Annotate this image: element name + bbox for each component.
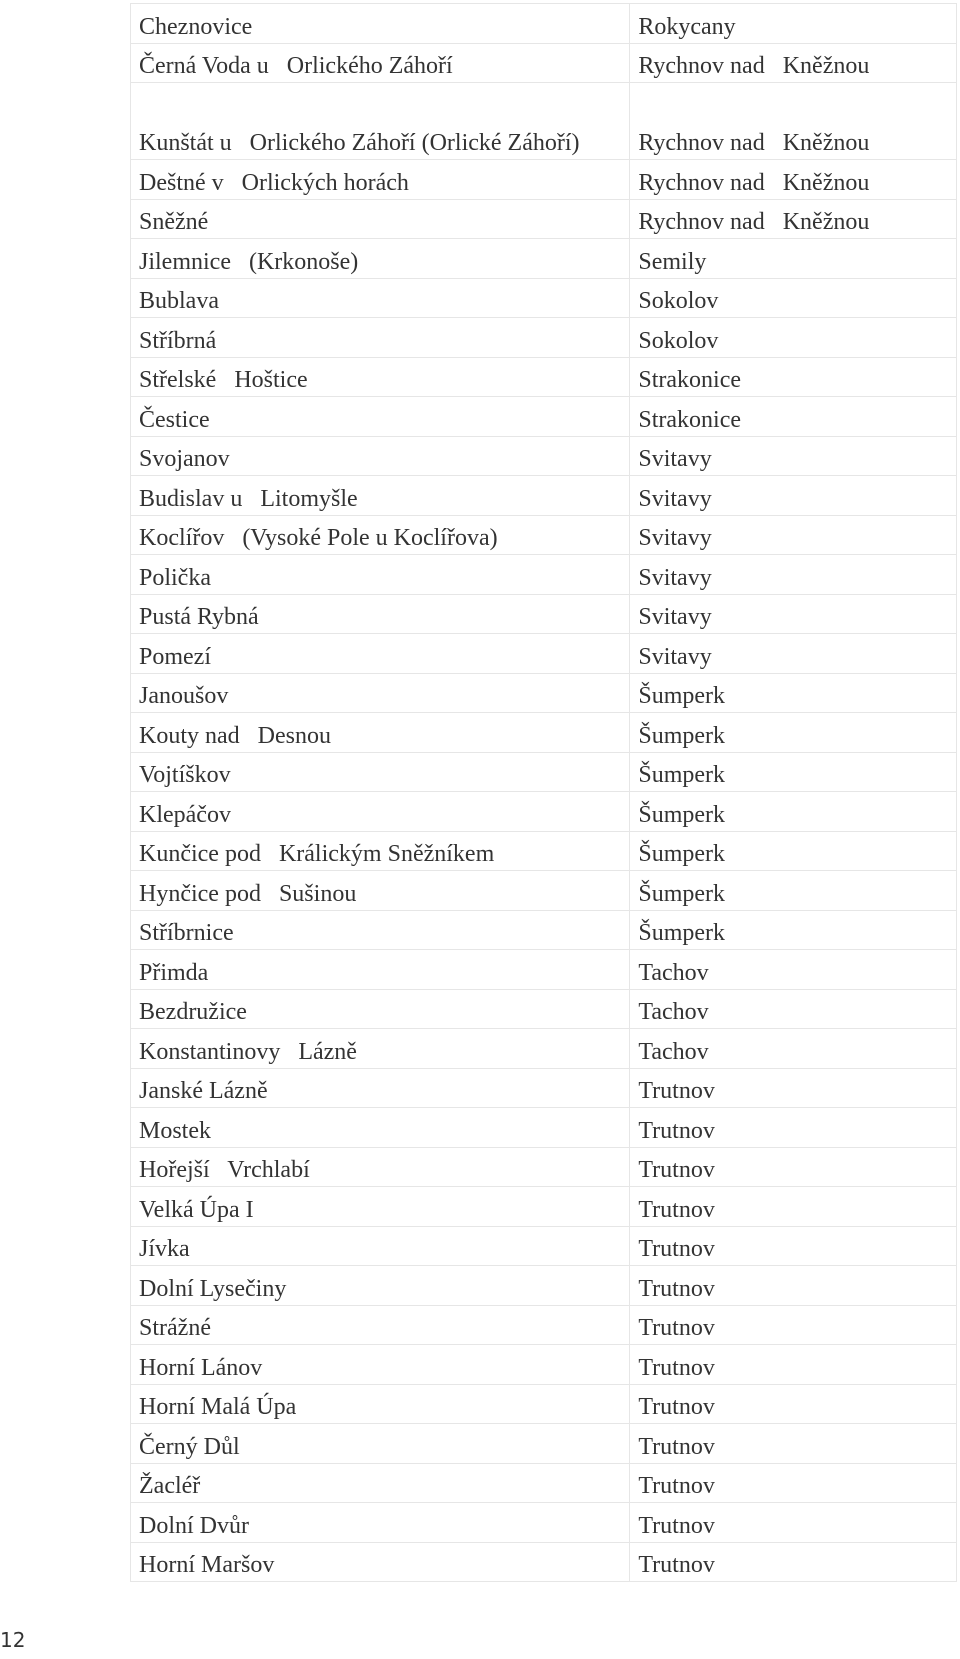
municipality-cell	[131, 515, 630, 555]
municipality-name: Mostek	[139, 1117, 211, 1144]
district-name: Šumperk	[638, 920, 726, 946]
district-cell	[630, 1226, 957, 1266]
district-name: Sokolov	[638, 288, 719, 314]
page-number: 12	[0, 1628, 26, 1652]
district-cell	[630, 1108, 957, 1148]
district-name: Svitavy	[638, 564, 712, 591]
municipality-cell	[131, 278, 630, 318]
municipality-cell	[131, 871, 630, 911]
district-name: Rokycany	[638, 13, 736, 40]
municipality-cell	[131, 831, 630, 871]
district-cell	[630, 1424, 957, 1464]
places-table-body	[131, 4, 957, 1582]
table-row	[131, 871, 957, 911]
district-cell	[630, 1147, 957, 1187]
municipality-cell	[131, 673, 630, 713]
district-cell	[630, 1542, 957, 1582]
table-row	[131, 1226, 957, 1266]
district-name: Trutnov	[638, 1512, 715, 1539]
district-cell	[630, 989, 957, 1029]
district-name: Tachov	[638, 959, 709, 986]
district-cell	[630, 43, 957, 83]
district-name: Strakonice	[638, 406, 741, 433]
district-name: Šumperk	[638, 762, 726, 788]
municipality-name: Dolní Dvůr	[139, 1512, 249, 1539]
district-cell	[630, 476, 957, 516]
district-name: Semily	[638, 248, 707, 275]
municipality-cell	[131, 199, 630, 239]
municipality-cell	[131, 43, 630, 83]
district-name: Šumperk	[638, 841, 726, 867]
district-cell	[630, 160, 957, 200]
municipality-name: Dolní Lysečiny	[139, 1275, 287, 1302]
municipality-name: Koclířov (Vysoké Pole u Koclířova)	[139, 525, 498, 551]
municipality-cell	[131, 239, 630, 279]
district-cell	[630, 792, 957, 832]
table-row	[131, 1384, 957, 1424]
district-name: Trutnov	[638, 1552, 715, 1578]
district-cell	[630, 950, 957, 990]
district-name: Šumperk	[638, 880, 726, 907]
municipality-name: Kunčice pod Králickým Sněžníkem	[139, 841, 495, 867]
municipality-cell	[131, 1226, 630, 1266]
district-cell	[630, 1029, 957, 1069]
district-cell	[630, 831, 957, 871]
municipality-cell	[131, 910, 630, 950]
district-cell	[630, 1305, 957, 1345]
municipality-name: Horní Malá Úpa	[139, 1394, 297, 1420]
table-row	[131, 357, 957, 397]
district-name: Rychnov nad Kněžnou	[638, 209, 870, 235]
table-row	[131, 476, 957, 516]
district-name: Trutnov	[638, 1354, 715, 1381]
district-cell	[630, 910, 957, 950]
municipality-name: Pustá Rybná	[139, 604, 259, 630]
table-row	[131, 278, 957, 318]
table-row	[131, 594, 957, 634]
table-row	[131, 831, 957, 871]
municipality-cell	[131, 713, 630, 753]
municipality-cell	[131, 989, 630, 1029]
table-row	[131, 1187, 957, 1227]
table-row	[131, 950, 957, 990]
municipality-name: Horní Lánov	[139, 1354, 263, 1381]
district-name: Svitavy	[638, 485, 712, 512]
table-row	[131, 4, 957, 44]
table-row	[131, 634, 957, 674]
district-name: Svitavy	[638, 643, 712, 670]
district-name: Trutnov	[638, 1157, 715, 1183]
municipality-name: Hynčice pod Sušinou	[139, 880, 357, 907]
municipality-name: Černá Voda u Orlického Záhoří	[139, 53, 453, 79]
district-cell	[630, 871, 957, 911]
table-row	[131, 555, 957, 595]
district-cell	[630, 199, 957, 239]
table-row	[131, 318, 957, 358]
municipality-name: Sněžné	[139, 209, 209, 235]
district-name: Šumperk	[638, 801, 726, 828]
table-row	[131, 910, 957, 950]
municipality-name: Cheznovice	[139, 13, 253, 40]
municipality-name: Vojtíškov	[139, 762, 231, 788]
district-cell	[630, 713, 957, 753]
district-name: Svitavy	[638, 604, 712, 630]
table-row	[131, 1266, 957, 1306]
municipality-name: Bezdružice	[139, 999, 247, 1025]
district-name: Trutnov	[638, 1117, 715, 1144]
district-cell	[630, 752, 957, 792]
table-row	[131, 199, 957, 239]
district-cell	[630, 4, 957, 44]
municipality-cell	[131, 792, 630, 832]
table-row	[131, 1108, 957, 1148]
district-name: Tachov	[638, 1038, 709, 1065]
district-name: Šumperk	[638, 683, 726, 709]
municipality-cell	[131, 318, 630, 358]
table-row	[131, 713, 957, 753]
table-row	[131, 43, 957, 83]
municipality-cell	[131, 1542, 630, 1582]
municipality-cell	[131, 160, 630, 200]
table-row	[131, 1345, 957, 1385]
municipality-name: Polička	[139, 564, 211, 591]
district-name: Trutnov	[638, 1315, 715, 1341]
table-row	[131, 1503, 957, 1543]
municipality-name: Horní Maršov	[139, 1552, 275, 1578]
municipality-cell	[131, 1384, 630, 1424]
municipality-name: Janoušov	[139, 683, 229, 709]
municipality-name: Černý Důl	[139, 1433, 240, 1460]
table-row	[131, 1068, 957, 1108]
municipality-name: Žacléř	[139, 1473, 201, 1499]
table-row	[131, 83, 957, 160]
district-cell	[630, 1463, 957, 1503]
municipality-cell	[131, 1424, 630, 1464]
district-cell	[630, 515, 957, 555]
municipality-cell	[131, 1029, 630, 1069]
municipality-cell	[131, 1503, 630, 1543]
district-cell	[630, 278, 957, 318]
municipality-cell	[131, 555, 630, 595]
district-name: Trutnov	[638, 1473, 715, 1499]
district-name: Strakonice	[638, 367, 741, 393]
places-table	[130, 3, 957, 1582]
district-name: Trutnov	[638, 1433, 715, 1460]
municipality-cell	[131, 1068, 630, 1108]
table-row	[131, 989, 957, 1029]
district-name: Šumperk	[638, 722, 726, 749]
district-name: Tachov	[638, 999, 709, 1025]
district-cell	[630, 555, 957, 595]
municipality-name: Budislav u Litomyšle	[139, 485, 358, 512]
municipality-name: Bublava	[139, 288, 219, 314]
table-row	[131, 397, 957, 437]
district-name: Svitavy	[638, 446, 712, 472]
municipality-name: Přimda	[139, 959, 209, 986]
table-row	[131, 1029, 957, 1069]
district-cell	[630, 1068, 957, 1108]
municipality-name: Jilemnice (Krkonoše)	[139, 248, 359, 275]
district-name: Trutnov	[638, 1196, 715, 1223]
municipality-name: Deštné v Orlických horách	[139, 169, 409, 196]
district-name: Trutnov	[638, 1236, 715, 1262]
table-row	[131, 160, 957, 200]
district-cell	[630, 436, 957, 476]
table-row	[131, 752, 957, 792]
district-name: Trutnov	[638, 1078, 715, 1104]
municipality-name: Kunštát u Orlického Záhoří (Orlické Záhoří)	[139, 130, 580, 156]
municipality-cell	[131, 1305, 630, 1345]
table-row	[131, 673, 957, 713]
district-name: Rychnov nad Kněžnou	[638, 130, 870, 156]
district-cell	[630, 673, 957, 713]
municipality-cell	[131, 476, 630, 516]
table-row	[131, 1542, 957, 1582]
district-cell	[630, 397, 957, 437]
district-cell	[630, 1187, 957, 1227]
table-row	[131, 1424, 957, 1464]
municipality-cell	[131, 397, 630, 437]
municipality-name: Velká Úpa I	[139, 1196, 254, 1223]
municipality-name: Svojanov	[139, 446, 230, 472]
municipality-cell	[131, 83, 630, 160]
municipality-name: Čestice	[139, 406, 210, 433]
table-row	[131, 239, 957, 279]
district-name: Sokolov	[638, 327, 719, 354]
municipality-name: Janské Lázně	[139, 1078, 268, 1104]
district-name: Trutnov	[638, 1394, 715, 1420]
municipality-cell	[131, 436, 630, 476]
district-cell	[630, 634, 957, 674]
district-cell	[630, 1384, 957, 1424]
district-cell	[630, 1345, 957, 1385]
table-row	[131, 436, 957, 476]
table-row	[131, 1305, 957, 1345]
municipality-name: Hořejší Vrchlabí	[139, 1157, 310, 1183]
district-cell	[630, 594, 957, 634]
municipality-cell	[131, 1463, 630, 1503]
municipality-name: Střelské Hoštice	[139, 367, 308, 393]
municipality-name: Stříbrná	[139, 327, 217, 354]
municipality-cell	[131, 1108, 630, 1148]
municipality-name: Jívka	[139, 1236, 190, 1262]
municipality-cell	[131, 4, 630, 44]
table-row	[131, 515, 957, 555]
district-name: Rychnov nad Kněžnou	[638, 53, 870, 79]
table-row	[131, 1463, 957, 1503]
municipality-name: Konstantinovy Lázně	[139, 1038, 357, 1065]
municipality-cell	[131, 357, 630, 397]
municipality-name: Strážné	[139, 1315, 211, 1341]
table-row	[131, 792, 957, 832]
district-name: Trutnov	[638, 1275, 715, 1302]
district-cell	[630, 1266, 957, 1306]
municipality-name: Kouty nad Desnou	[139, 722, 331, 749]
district-cell	[630, 83, 957, 160]
district-cell	[630, 357, 957, 397]
municipality-name: Klepáčov	[139, 801, 231, 828]
table-row	[131, 1147, 957, 1187]
municipality-name: Stříbrnice	[139, 920, 234, 946]
municipality-cell	[131, 1266, 630, 1306]
municipality-cell	[131, 634, 630, 674]
municipality-cell	[131, 1147, 630, 1187]
district-cell	[630, 239, 957, 279]
district-name: Svitavy	[638, 525, 712, 551]
municipality-cell	[131, 1345, 630, 1385]
district-cell	[630, 1503, 957, 1543]
municipality-cell	[131, 594, 630, 634]
district-cell	[630, 318, 957, 358]
municipality-cell	[131, 1187, 630, 1227]
district-name: Rychnov nad Kněžnou	[638, 169, 870, 196]
municipality-cell	[131, 950, 630, 990]
municipality-name: Pomezí	[139, 643, 211, 670]
municipality-cell	[131, 752, 630, 792]
